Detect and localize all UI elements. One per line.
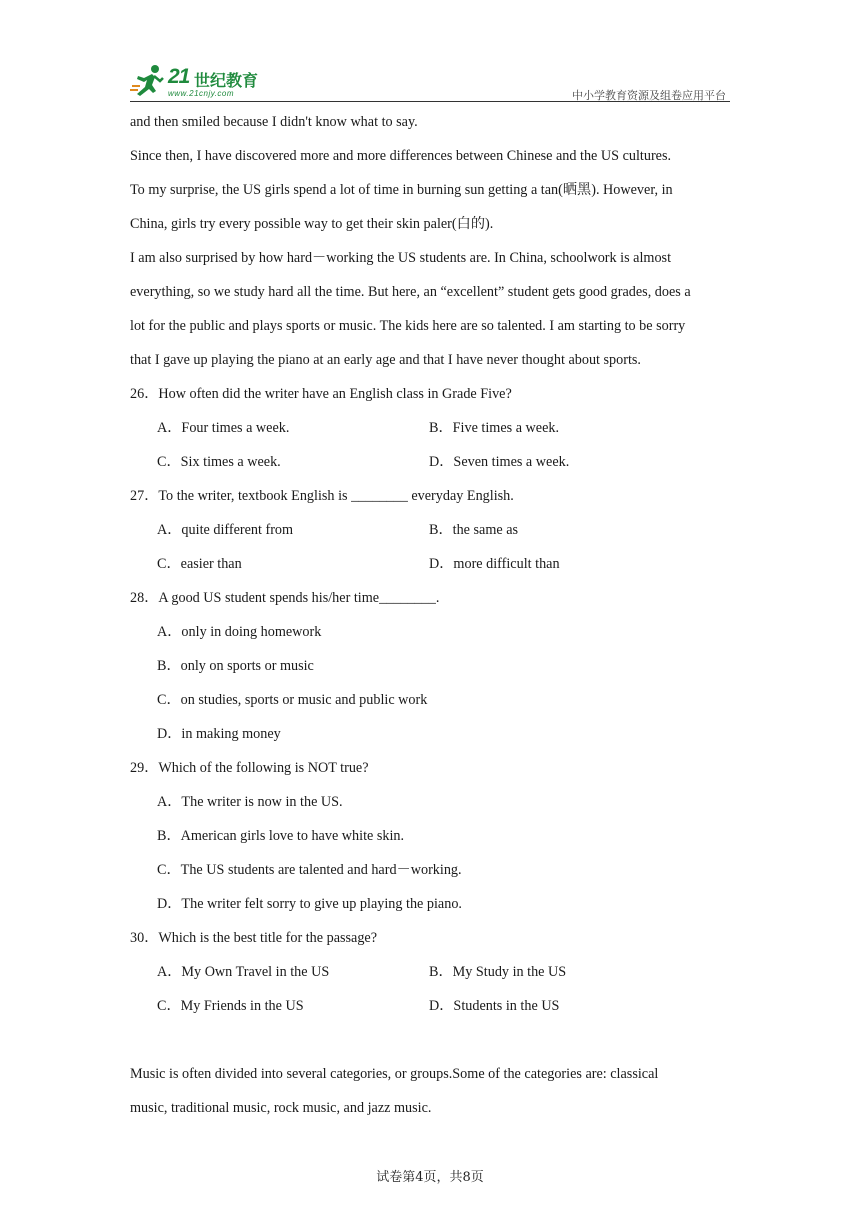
option-a: A．Four times a week. <box>157 420 290 436</box>
option-c: C．My Friends in the US <box>157 998 304 1014</box>
option-a: A．The writer is now in the US. <box>157 794 343 810</box>
page-header <box>130 62 730 102</box>
header-rule <box>130 101 730 102</box>
options-row <box>130 683 735 717</box>
option-d: D．more difficult than <box>429 556 560 572</box>
options-row <box>130 615 735 649</box>
question-29: 29．Which of the following is NOT true? <box>130 760 369 776</box>
passage-2 <box>130 1057 735 1125</box>
header-tagline: 中小学教育资源及组卷应用平台 <box>572 89 726 102</box>
option-a: A．My Own Travel in the US <box>157 964 330 980</box>
option-c: C．Six times a week. <box>157 454 281 470</box>
logo-number: 21 <box>168 65 190 88</box>
passage-line: I am also surprised by how hard－working the US students are. In China, schoolwork is almost <box>130 250 672 266</box>
passage-line: music, traditional music, rock music, and jazz music. <box>130 1100 432 1116</box>
question-26: 26．How often did the writer have an English class in Grade Five? <box>130 386 512 402</box>
option-d: D．in making money <box>157 726 281 742</box>
option-a: A．quite different from <box>157 522 294 538</box>
logo-text: 世纪教育 <box>194 71 259 90</box>
options-row <box>130 853 735 887</box>
question-27: 27．To the writer, textbook English is ________ everyday English. <box>130 488 514 504</box>
option-d: D．Students in the US <box>429 998 560 1014</box>
question-30: 30．Which is the best title for the passage? <box>130 930 378 946</box>
options-row <box>130 819 735 853</box>
passage-line: Music is often divided into several categories, or groups.Some of the categories are: classical <box>130 1066 659 1082</box>
option-b: B．Five times a week. <box>429 420 560 436</box>
option-b: B．only on sports or music <box>157 658 314 674</box>
passage-line: lot for the public and plays sports or music. The kids here are so talented. I am starting to be sorry <box>130 318 686 334</box>
passage-line: Since then, I have discovered more and more differences between Chinese and the US cultures. <box>130 148 672 164</box>
options-row <box>130 955 735 989</box>
passage-line: everything, so we study hard all the time. But here, an “excellent” student gets good grades, does a <box>130 284 691 300</box>
page-content <box>130 105 735 1125</box>
options-row <box>130 785 735 819</box>
option-d: D．The writer felt sorry to give up playing the piano. <box>157 896 462 912</box>
option-b: B．American girls love to have white skin. <box>157 828 405 844</box>
options-row <box>130 717 735 751</box>
options-row <box>130 445 735 479</box>
logo <box>130 62 270 100</box>
option-c: C．easier than <box>157 556 242 572</box>
option-c: C．on studies, sports or music and public work <box>157 692 428 708</box>
options-row <box>130 411 735 445</box>
options-row <box>130 547 735 581</box>
options-row <box>130 649 735 683</box>
passage-line: China, girls try every possible way to get their skin paler(白的). <box>130 216 494 232</box>
spacer <box>130 1023 735 1057</box>
runner-logo-icon <box>130 64 166 98</box>
logo-url: www.21cnjy.com <box>168 89 234 98</box>
options-row <box>130 989 735 1023</box>
options-row <box>130 887 735 921</box>
passage-line: To my surprise, the US girls spend a lot of time in burning sun getting a tan(晒黑). However, in <box>130 182 673 198</box>
option-c: C．The US students are talented and hard－working. <box>157 862 462 878</box>
option-b: B．the same as <box>429 522 519 538</box>
options-row <box>130 513 735 547</box>
passage-1 <box>130 105 735 377</box>
passage-line: and then smiled because I didn't know what to say. <box>130 114 418 130</box>
question-28: 28．A good US student spends his/her time________. <box>130 590 440 606</box>
page-footer: 试卷第4页，共8页 <box>376 1170 484 1185</box>
option-d: D．Seven times a week. <box>429 454 570 470</box>
passage-line: that I gave up playing the piano at an early age and that I have never thought about sports. <box>130 352 641 368</box>
option-a: A．only in doing homework <box>157 624 322 640</box>
option-b: B．My Study in the US <box>429 964 567 980</box>
